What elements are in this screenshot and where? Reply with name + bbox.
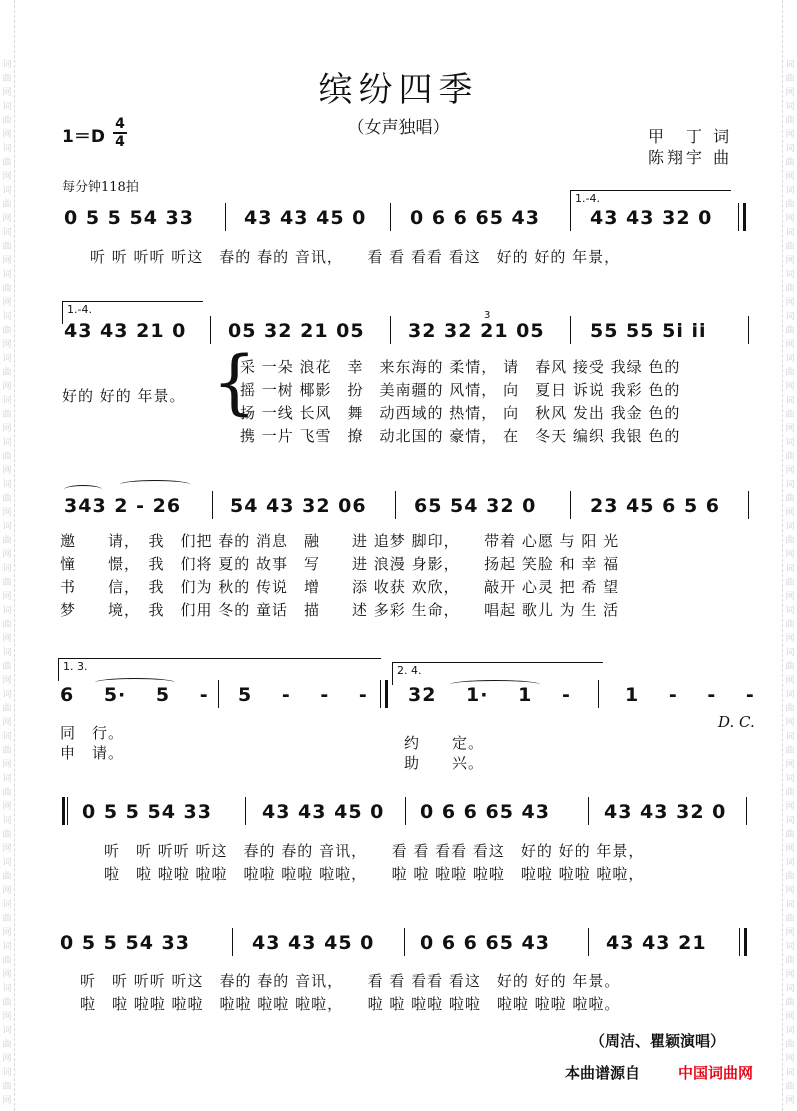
- slur: [120, 480, 190, 489]
- lyric-line: 听 听 听听 听这 春的 春的 音讯， 看 看 看看 看这 好的 好的 年景。: [80, 972, 621, 990]
- measure: 43 43 32 0: [604, 801, 727, 823]
- measure: 43 43 45 0: [244, 207, 367, 229]
- watermark-glyph: 曲: [785, 116, 795, 126]
- watermark-glyph: 词: [785, 480, 795, 490]
- watermark-glyph: 曲: [2, 1082, 12, 1092]
- watermark-glyph: 曲: [2, 620, 12, 630]
- watermark-glyph: 词: [2, 270, 12, 280]
- watermark-glyph: 词: [2, 60, 12, 70]
- watermark-glyph: 曲: [785, 494, 795, 504]
- barline: [570, 316, 571, 344]
- watermark-glyph: 词: [2, 480, 12, 490]
- song-title: 缤纷四季: [318, 70, 479, 110]
- watermark-glyph: 词: [2, 690, 12, 700]
- barline: [395, 491, 396, 519]
- barline: [748, 491, 749, 519]
- watermark-glyph: 词: [785, 942, 795, 952]
- watermark-glyph: 词: [2, 984, 12, 994]
- watermark-glyph: 网: [785, 1054, 795, 1064]
- lyric-line: 听 听 听听 听这 春的 春的 音讯， 看 看 看看 看这 好的 好的 年景，: [90, 248, 621, 266]
- barline: [588, 928, 589, 956]
- watermark-glyph: 曲: [785, 452, 795, 462]
- repeat-barline-thick: [385, 680, 388, 708]
- watermark-glyph: 词: [785, 816, 795, 826]
- watermark-glyph: 网: [785, 88, 795, 98]
- watermark-glyph: 网: [785, 340, 795, 350]
- lyric-line: 啦 啦 啦啦 啦啦 啦啦 啦啦 啦啦， 啦 啦 啦啦 啦啦 啦啦 啦啦 啦啦，: [104, 865, 645, 883]
- watermark-glyph: 网: [785, 172, 795, 182]
- barline: [588, 797, 589, 825]
- barline: [570, 491, 571, 519]
- watermark-glyph: 词: [785, 1068, 795, 1078]
- barline: [404, 928, 405, 956]
- watermark-glyph: 曲: [785, 326, 795, 336]
- repeat-barline: [380, 680, 381, 708]
- right-watermark-strip: [782, 0, 797, 1111]
- repeat-start-thick: [62, 797, 65, 825]
- measure: 43 43 45 0: [252, 932, 375, 954]
- slur: [64, 485, 102, 494]
- watermark-glyph: 曲: [2, 116, 12, 126]
- watermark-glyph: 曲: [2, 74, 12, 84]
- watermark-glyph: 词: [2, 774, 12, 784]
- watermark-glyph: 网: [2, 508, 12, 518]
- barline: [210, 316, 211, 344]
- watermark-glyph: 网: [785, 760, 795, 770]
- time-signature-bottom: 4: [113, 132, 127, 150]
- measure: 43 43 21 0: [64, 320, 187, 342]
- barline: [245, 797, 246, 825]
- watermark-glyph: 词: [2, 396, 12, 406]
- watermark-glyph: 曲: [2, 284, 12, 294]
- watermark-glyph: 曲: [2, 914, 12, 924]
- measure: 32 32 21 05: [408, 320, 545, 342]
- watermark-glyph: 词: [2, 438, 12, 448]
- da-capo-mark: D. C.: [718, 713, 755, 731]
- watermark-glyph: 词: [785, 900, 795, 910]
- measure: 0 5 5 54 33: [60, 932, 191, 954]
- watermark-glyph: 词: [785, 354, 795, 364]
- watermark-glyph: 词: [2, 354, 12, 364]
- watermark-glyph: 词: [2, 816, 12, 826]
- watermark-glyph: 曲: [785, 704, 795, 714]
- watermark-glyph: 网: [785, 886, 795, 896]
- time-signature: [113, 116, 127, 150]
- watermark-glyph: 网: [2, 298, 12, 308]
- watermark-glyph: 网: [2, 382, 12, 392]
- lyric-line: 摇 一树 椰影 扮 美南疆的 风情， 向 夏日 诉说 我彩 色的: [240, 381, 681, 399]
- watermark-glyph: 词: [785, 984, 795, 994]
- watermark-glyph: 曲: [2, 410, 12, 420]
- watermark-glyph: 词: [2, 1026, 12, 1036]
- source-site-link[interactable]: 中国词曲网: [678, 1064, 754, 1082]
- watermark-glyph: 网: [2, 718, 12, 728]
- watermark-glyph: 曲: [785, 242, 795, 252]
- verse-brace: {: [212, 341, 257, 423]
- watermark-glyph: 网: [785, 466, 795, 476]
- watermark-glyph: 曲: [2, 704, 12, 714]
- watermark-glyph: 词: [785, 648, 795, 658]
- watermark-glyph: 网: [2, 214, 12, 224]
- lyric-line: 啦 啦 啦啦 啦啦 啦啦 啦啦 啦啦， 啦 啦 啦啦 啦啦 啦啦 啦啦 啦啦。: [80, 995, 621, 1013]
- watermark-glyph: 网: [2, 466, 12, 476]
- measure: 55 55 5i ii: [590, 320, 707, 342]
- lyric-line: 携 一片 飞雪 撩 动北国的 豪情， 在 冬天 编织 我银 色的: [240, 427, 681, 445]
- watermark-glyph: 曲: [785, 830, 795, 840]
- watermark-glyph: 网: [2, 802, 12, 812]
- lyric-line: 憧 憬， 我 们将 夏的 故事 写 进 浪漫 身影， 扬起 笑脸 和 幸 福: [60, 555, 620, 573]
- watermark-glyph: 网: [2, 592, 12, 602]
- watermark-glyph: 曲: [785, 620, 795, 630]
- watermark-glyph: 词: [2, 732, 12, 742]
- lyricist-credit: 甲 丁 词: [648, 127, 733, 146]
- watermark-glyph: 网: [785, 298, 795, 308]
- watermark-glyph: 曲: [785, 158, 795, 168]
- barline: [218, 680, 219, 708]
- watermark-glyph: 网: [785, 424, 795, 434]
- barline: [390, 316, 391, 344]
- watermark-glyph: 曲: [2, 1040, 12, 1050]
- source-label: 本曲谱源自: [565, 1064, 641, 1082]
- measure: 6 5· 5 -: [60, 684, 209, 706]
- watermark-glyph: 词: [2, 858, 12, 868]
- watermark-glyph: 网: [785, 676, 795, 686]
- watermark-glyph: 曲: [2, 956, 12, 966]
- watermark-glyph: 网: [2, 760, 12, 770]
- watermark-glyph: 网: [2, 1012, 12, 1022]
- watermark-glyph: 网: [2, 928, 12, 938]
- watermark-glyph: 曲: [2, 662, 12, 672]
- watermark-glyph: 网: [785, 508, 795, 518]
- volta-label: 1.-4.: [575, 192, 600, 205]
- watermark-glyph: 词: [2, 606, 12, 616]
- watermark-glyph: 词: [785, 732, 795, 742]
- watermark-glyph: 曲: [785, 788, 795, 798]
- lyric-line: 申 请。: [60, 744, 125, 762]
- watermark-glyph: 曲: [785, 74, 795, 84]
- song-subtitle: （女声独唱）: [347, 118, 450, 138]
- composer-credit: 陈翔宇 曲: [648, 148, 733, 167]
- watermark-glyph: 网: [785, 928, 795, 938]
- watermark-glyph: 词: [785, 312, 795, 322]
- watermark-glyph: 词: [2, 312, 12, 322]
- watermark-glyph: 词: [785, 228, 795, 238]
- lyric-line: 约 定。: [404, 734, 485, 752]
- lyric-line: 邀 请， 我 们把 春的 消息 融 进 追梦 脚印， 带着 心愿 与 阳 光: [60, 532, 620, 550]
- watermark-glyph: 曲: [2, 578, 12, 588]
- watermark-glyph: 词: [785, 606, 795, 616]
- repeat-barline: [739, 928, 740, 956]
- measure: 0 5 5 54 33: [82, 801, 213, 823]
- watermark-glyph: 词: [2, 564, 12, 574]
- watermark-glyph: 词: [785, 774, 795, 784]
- barline: [225, 203, 226, 231]
- watermark-glyph: 曲: [785, 284, 795, 294]
- barline: [390, 203, 391, 231]
- performers-credit: （周洁、瞿颖演唱）: [590, 1032, 726, 1050]
- barline: [570, 203, 571, 231]
- lyric-line: 听 听 听听 听这 春的 春的 音讯， 看 看 看看 看这 好的 好的 年景，: [104, 842, 645, 860]
- measure: 0 5 5 54 33: [64, 207, 195, 229]
- volta-bracket: [58, 658, 381, 681]
- watermark-glyph: 曲: [2, 158, 12, 168]
- lyric-line: 同 行。: [60, 724, 125, 742]
- watermark-glyph: 词: [2, 648, 12, 658]
- watermark-glyph: 网: [2, 256, 12, 266]
- volta-label: 1.-4.: [67, 303, 92, 316]
- watermark-glyph: 曲: [785, 368, 795, 378]
- watermark-glyph: 词: [785, 270, 795, 280]
- watermark-glyph: 网: [785, 802, 795, 812]
- watermark-glyph: 曲: [785, 872, 795, 882]
- watermark-glyph: 词: [2, 228, 12, 238]
- watermark-glyph: 网: [785, 634, 795, 644]
- watermark-glyph: 曲: [785, 662, 795, 672]
- watermark-glyph: 网: [785, 130, 795, 140]
- watermark-glyph: 词: [2, 942, 12, 952]
- watermark-glyph: 曲: [2, 536, 12, 546]
- watermark-glyph: 词: [2, 144, 12, 154]
- watermark-glyph: 网: [785, 382, 795, 392]
- lyric-line: 助 兴。: [404, 754, 485, 772]
- watermark-glyph: 词: [2, 102, 12, 112]
- watermark-glyph: 网: [2, 970, 12, 980]
- volta-label: 2. 4.: [397, 664, 422, 677]
- watermark-glyph: 词: [2, 522, 12, 532]
- watermark-glyph: 网: [2, 1054, 12, 1064]
- barline: [232, 928, 233, 956]
- measure: 5 - - -: [238, 684, 368, 706]
- lyric-line: 扬 一线 长风 舞 动西域的 热情， 向 秋风 发出 我金 色的: [240, 404, 681, 422]
- measure: 0 6 6 65 43: [420, 801, 551, 823]
- watermark-glyph: 曲: [2, 872, 12, 882]
- lyric-prefix: 好的 好的 年景。: [62, 387, 186, 405]
- watermark-glyph: 网: [2, 88, 12, 98]
- watermark-glyph: 词: [2, 1068, 12, 1078]
- watermark-glyph: 词: [785, 102, 795, 112]
- watermark-glyph: 曲: [2, 242, 12, 252]
- watermark-glyph: 词: [785, 144, 795, 154]
- watermark-glyph: 词: [785, 690, 795, 700]
- watermark-glyph: 词: [785, 564, 795, 574]
- watermark-glyph: 网: [785, 214, 795, 224]
- measure: 43 43 32 0: [590, 207, 713, 229]
- time-signature-top: 4: [115, 116, 125, 132]
- measure: 43 43 21: [606, 932, 707, 954]
- repeat-barline: [738, 203, 739, 231]
- repeat-start-barline: [67, 797, 68, 825]
- barline: [748, 316, 749, 344]
- lyric-line: 采 一朵 浪花 幸 来东海的 柔情， 请 春风 接受 我绿 色的: [240, 358, 681, 376]
- measure: 05 32 21 05: [228, 320, 365, 342]
- measure: 43 43 45 0: [262, 801, 385, 823]
- watermark-glyph: 曲: [785, 410, 795, 420]
- watermark-glyph: 词: [785, 396, 795, 406]
- watermark-glyph: 网: [2, 886, 12, 896]
- watermark-glyph: 词: [2, 186, 12, 196]
- watermark-glyph: 网: [2, 1096, 12, 1106]
- barline: [405, 797, 406, 825]
- tempo-marking: 每分钟118拍: [62, 180, 139, 195]
- watermark-glyph: 曲: [785, 578, 795, 588]
- watermark-glyph: 曲: [2, 830, 12, 840]
- repeat-barline-thick: [743, 203, 746, 231]
- watermark-glyph: 网: [785, 1096, 795, 1106]
- watermark-glyph: 曲: [785, 998, 795, 1008]
- barline: [746, 797, 747, 825]
- key-signature: 1＝D: [62, 127, 105, 147]
- watermark-glyph: 词: [2, 900, 12, 910]
- watermark-glyph: 曲: [785, 914, 795, 924]
- watermark-glyph: 曲: [2, 200, 12, 210]
- watermark-glyph: 曲: [2, 494, 12, 504]
- watermark-glyph: 词: [785, 438, 795, 448]
- watermark-glyph: 网: [2, 634, 12, 644]
- watermark-glyph: 曲: [785, 536, 795, 546]
- watermark-glyph: 网: [2, 676, 12, 686]
- watermark-glyph: 网: [2, 340, 12, 350]
- watermark-glyph: 网: [785, 592, 795, 602]
- lyric-line: 梦 境， 我 们用 冬的 童话 描 述 多彩 生命， 唱起 歌儿 为 生 活: [60, 601, 620, 619]
- measure: 54 43 32 06: [230, 495, 367, 517]
- barline: [212, 491, 213, 519]
- watermark-glyph: 网: [785, 256, 795, 266]
- watermark-glyph: 网: [2, 424, 12, 434]
- watermark-glyph: 曲: [2, 368, 12, 378]
- watermark-glyph: 曲: [785, 746, 795, 756]
- volta-label: 1. 3.: [63, 660, 88, 673]
- watermark-glyph: 网: [2, 172, 12, 182]
- watermark-glyph: 曲: [2, 998, 12, 1008]
- measure: 32 1· 1 -: [408, 684, 571, 706]
- watermark-glyph: 曲: [785, 1040, 795, 1050]
- watermark-glyph: 网: [2, 844, 12, 854]
- watermark-glyph: 词: [785, 186, 795, 196]
- watermark-glyph: 曲: [2, 326, 12, 336]
- measure: 0 6 6 65 43: [410, 207, 541, 229]
- watermark-glyph: 词: [785, 1026, 795, 1036]
- measure: 65 54 32 0: [414, 495, 537, 517]
- watermark-glyph: 网: [2, 130, 12, 140]
- measure: 343 2 - 26: [64, 495, 182, 517]
- watermark-glyph: 词: [785, 858, 795, 868]
- watermark-glyph: 曲: [785, 1082, 795, 1092]
- watermark-glyph: 网: [785, 1012, 795, 1022]
- watermark-glyph: 曲: [2, 788, 12, 798]
- watermark-glyph: 网: [785, 970, 795, 980]
- watermark-glyph: 曲: [785, 200, 795, 210]
- watermark-glyph: 网: [785, 550, 795, 560]
- watermark-glyph: 曲: [2, 452, 12, 462]
- triplet-mark: 3: [484, 310, 491, 321]
- watermark-glyph: 网: [785, 844, 795, 854]
- repeat-barline-thick: [744, 928, 747, 956]
- barline: [598, 680, 599, 708]
- measure: 1 - - -: [625, 684, 755, 706]
- watermark-glyph: 网: [2, 550, 12, 560]
- watermark-glyph: 词: [785, 522, 795, 532]
- watermark-glyph: 曲: [785, 956, 795, 966]
- watermark-glyph: 网: [785, 718, 795, 728]
- left-watermark-strip: [0, 0, 15, 1111]
- measure: 23 45 6 5 6: [590, 495, 721, 517]
- watermark-glyph: 词: [785, 60, 795, 70]
- lyric-line: 书 信， 我 们为 秋的 传说 增 添 收获 欢欣， 敲开 心灵 把 希 望: [60, 578, 620, 596]
- measure: 0 6 6 65 43: [420, 932, 551, 954]
- watermark-glyph: 曲: [2, 746, 12, 756]
